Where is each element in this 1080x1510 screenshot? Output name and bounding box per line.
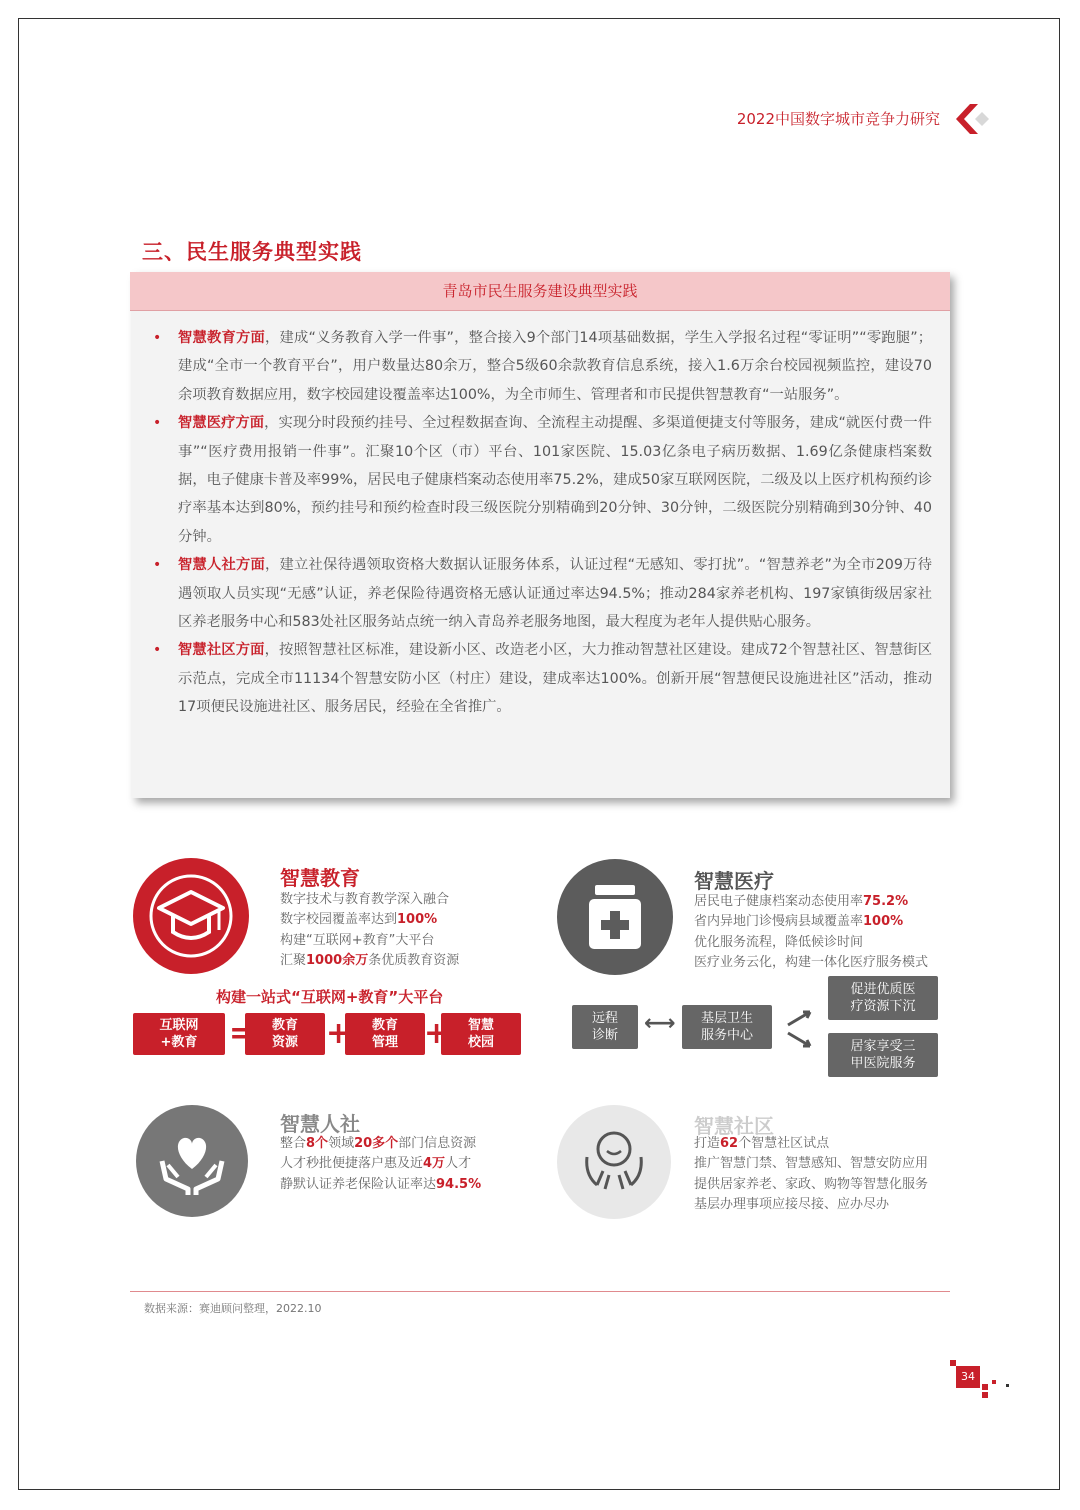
plus-icon: + (424, 1016, 450, 1051)
community-line (694, 1175, 928, 1195)
line-text: 人才 (445, 1156, 472, 1172)
medical-line (694, 953, 928, 973)
line-text: 构建“互联网+教育”大平台 (280, 932, 435, 948)
case-text: ，建成“义务教育入学一件事”，整合接入9个部门14项基础数据，学生入学报名过程“零证明”“零跑腿”；建成“全市一个教育平台”，用户数量达80余万，整合5级60余款教育信息系统，接入1.6万余台校园视频监控，建设70余项教育数据应用，数字校园建设覆盖率达100%，为全市师生、管理者和市民提供智慧教育“一站服务”。 (178, 330, 933, 403)
line-text: 部门信息资源 (398, 1136, 477, 1151)
education-line (280, 910, 459, 930)
line-highlight: 75.2% (863, 894, 909, 909)
section-title: 三、民生服务典型实践 (142, 240, 362, 264)
education-line (280, 951, 459, 971)
community-lines (694, 1134, 928, 1215)
line-text: 领域 (328, 1136, 355, 1151)
bullet-icon: • (153, 642, 162, 659)
community-line (694, 1195, 928, 1215)
line-highlight: 1000余万 (306, 952, 369, 968)
header-title: 2022中国数字城市竞争力研究 (736, 110, 940, 128)
line-text: 个智慧社区试点 (738, 1136, 830, 1151)
social-circle (136, 1105, 248, 1217)
education-box: 互联网 +教育 (133, 1013, 225, 1055)
medical-title: 智慧医疗 (694, 869, 774, 893)
medical-line (694, 912, 928, 932)
education-line (280, 890, 459, 910)
branch-arrows-icon (784, 1006, 816, 1052)
medical-line (694, 892, 928, 912)
line-text: 医疗业务云化，构建一体化医疗服务模式 (694, 954, 929, 970)
education-box: 教育 管理 (345, 1013, 425, 1055)
line-text: 整合 (280, 1136, 307, 1151)
education-line (280, 931, 459, 951)
bullet-icon: • (153, 415, 162, 432)
line-highlight: 4万 (423, 1156, 446, 1172)
remote-diagnosis-box: 远程 诊断 (572, 1005, 638, 1049)
bullet-icon: • (153, 330, 162, 346)
line-text: 条优质教育资源 (368, 952, 460, 968)
case-list-item (150, 551, 932, 636)
social-line (280, 1134, 481, 1154)
social-line (280, 1154, 481, 1174)
case-box-title: 青岛市民生服务建设典型实践 (130, 272, 950, 311)
bullet-icon: • (153, 557, 162, 574)
medical-line (694, 933, 928, 953)
line-text: 提供居家养老、家政、购物等智慧化服务 (694, 1176, 929, 1192)
case-text: ，建立社保待遇领取资格大数据认证服务体系，认证过程“无感知、零打扰”。“智慧养老”为全市209万待遇领取人员实现“无感”认证，养老保险待遇资格无感认证通过率达94.5%；推动284家养老机构、197家镇街级居家社区养老服务中心和583处社区服务站点统一纳入青岛养老服务地图，最大程度为老年人提供贴心服务。 (178, 557, 932, 631)
graduation-cap-icon (133, 858, 249, 974)
case-keyword: 智慧医疗方面 (178, 415, 265, 432)
line-highlight: 100% (863, 914, 904, 930)
people-hug-icon (557, 1105, 671, 1219)
line-highlight: 20多个 (354, 1136, 399, 1151)
line-highlight: 62 (720, 1136, 739, 1151)
case-list (150, 324, 932, 722)
chevron-logo-icon (952, 102, 998, 136)
case-text: ，实现分时段预约挂号、全过程数据查询、全流程主动提醒、多渠道便捷支付等服务，建成“就医付费一件事”“医疗费用报销一件事”。汇聚10个区（市）平台、101家医院、15.03亿条电子病历数据、1.69亿条健康档案数据，电子健康卡普及率99%，居民电子健康档案动态使用率75.2%，建成50家互联网医院，二级及以上医疗机构预约诊疗率基本达到80%，预约挂号和预约检查时段三级医院分别精确到20分钟、30分钟，二级医院分别精确到30分钟、40分钟。 (178, 415, 933, 545)
community-line (694, 1154, 928, 1174)
community-title: 智慧社区 (694, 1114, 774, 1138)
heart-hands-icon (136, 1105, 248, 1217)
education-circle (133, 858, 249, 974)
page-number: 34 (956, 1366, 980, 1388)
data-source: 数据来源：赛迪顾问整理，2022.10 (144, 1302, 322, 1315)
social-title: 智慧人社 (280, 1112, 360, 1136)
home-tertiary-service-box: 居家享受三 甲医院服务 (828, 1033, 938, 1077)
line-text: 数字技术与教育教学深入融合 (280, 892, 450, 907)
medicine-bottle-icon (557, 859, 673, 975)
case-list-item (150, 409, 932, 551)
line-text: 汇聚 (280, 952, 307, 968)
education-platform-title: 构建一站式“互联网+教育”大平台 (216, 988, 444, 1006)
line-text: 数字校园覆盖率达到 (280, 912, 398, 928)
line-text: 推广智慧门禁、智慧感知、智慧安防应用 (694, 1156, 929, 1172)
case-list-item (150, 324, 932, 409)
education-box: 智慧 校园 (441, 1013, 521, 1055)
primary-care-center-box: 基层卫生 服务中心 (682, 1005, 772, 1049)
line-text: 人才秒批便捷落户惠及近 (280, 1156, 424, 1172)
education-lines (280, 890, 459, 971)
plus-icon: + (326, 1016, 352, 1051)
equals-icon: = (229, 1016, 255, 1051)
education-box: 教育 资源 (245, 1013, 325, 1055)
community-circle (557, 1105, 671, 1219)
case-list-item (150, 636, 932, 721)
social-lines (280, 1134, 481, 1195)
line-text: 优化服务流程，降低候诊时间 (694, 934, 864, 950)
line-text: 基层办理事项应接尽接、应办尽办 (694, 1196, 890, 1212)
line-text: 打造 (694, 1136, 721, 1151)
case-keyword: 智慧社区方面 (178, 642, 265, 659)
community-line (694, 1134, 928, 1154)
line-highlight: 94.5% (436, 1176, 482, 1192)
line-highlight: 8个 (306, 1136, 329, 1151)
case-text: ，按照智慧社区标准，建设新小区、改造老小区，大力推动智慧社区建设。建成72个智慧社区、智慧街区示范点，完成全市11134个智慧安防小区（村庄）建设，建成率达100%。创新开展“智慧便民设施进社区”活动，推动17项便民设施进社区、服务居民，经验在全省推广。 (178, 642, 933, 716)
medical-circle (557, 859, 673, 975)
case-keyword: 智慧教育方面 (178, 330, 265, 346)
education-title: 智慧教育 (280, 866, 360, 890)
social-line (280, 1175, 481, 1195)
line-highlight: 100% (397, 912, 438, 928)
line-text: 省内异地门诊慢病县域覆盖率 (694, 914, 864, 930)
line-text: 居民电子健康档案动态使用率 (694, 894, 864, 909)
footer-divider (130, 1291, 950, 1292)
case-keyword: 智慧人社方面 (178, 557, 266, 574)
line-text: 静默认证养老保险认证率达 (280, 1176, 437, 1192)
double-arrow-icon: ⟷ (644, 1011, 676, 1036)
medical-lines (694, 892, 928, 973)
resource-sinking-box: 促进优质医 疗资源下沉 (828, 976, 938, 1020)
